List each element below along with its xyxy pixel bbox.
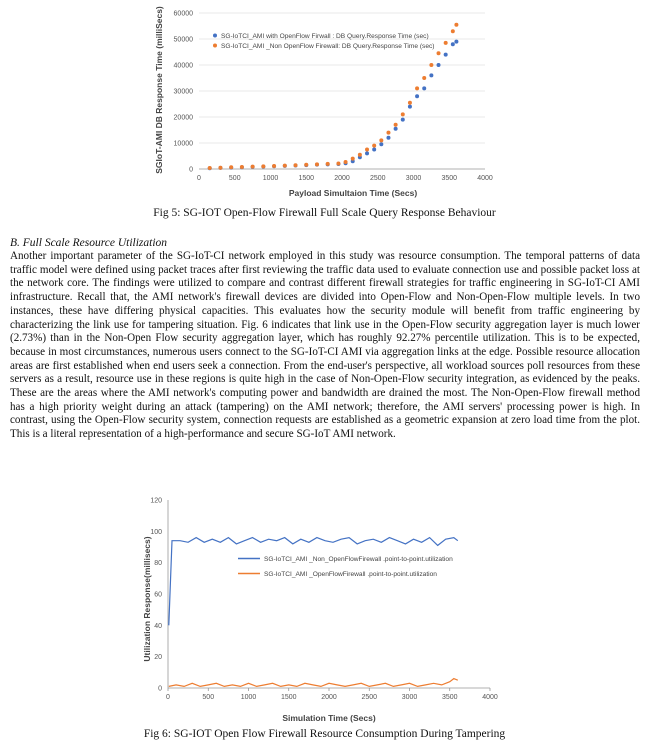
fig5-chart — [0, 0, 649, 202]
fig5-point — [429, 63, 433, 67]
fig6-y-tick-label: 20 — [154, 654, 162, 662]
fig5-point — [394, 127, 398, 131]
fig5-point — [444, 41, 448, 45]
fig5-legend-label: SG-IoTCI_AMI _Non OpenFlow Firewall: DB Query.Response Time (sec) — [221, 43, 435, 50]
fig6-y-tick-label: 100 — [150, 528, 162, 536]
fig5-x-tick-label: 500 — [228, 175, 241, 182]
fig5-legend — [213, 33, 435, 50]
fig5-x-tick-label: 3500 — [441, 175, 458, 182]
fig5-point — [451, 29, 455, 33]
fig5-point — [401, 118, 405, 122]
fig5-point — [294, 163, 298, 167]
fig6-legend-label: SG-IoTCI_AMI _Non_OpenFlowFirewall .point-to-point.utilization — [264, 556, 453, 563]
fig5-point — [240, 165, 244, 169]
fig5-point — [379, 138, 383, 142]
fig6-x-tick-label: 1000 — [240, 694, 257, 701]
fig6-tick-labels — [150, 498, 498, 702]
fig5-y-tick-label: 0 — [189, 166, 193, 174]
fig5-point — [454, 40, 458, 44]
fig5-point — [283, 164, 287, 168]
fig6-y-tick-label: 0 — [158, 685, 162, 693]
fig5-point — [394, 123, 398, 127]
fig5-point — [365, 148, 369, 152]
fig5-x-tick-label: 2000 — [334, 175, 350, 182]
fig5-point — [304, 163, 308, 167]
fig5-point — [422, 86, 426, 90]
fig5-legend-label: SG-IoTCI_AMI with OpenFlow Firwall : DB Query.Response Time (sec) — [221, 33, 429, 40]
fig5-caption: Fig 5: SG-IOT Open-Flow Firewall Full Scale Query Response Behaviour — [153, 207, 496, 219]
fig5-x-tick-label: 3000 — [405, 175, 422, 182]
fig5-point — [415, 94, 419, 98]
fig5-point — [365, 151, 369, 155]
fig5-point — [422, 76, 426, 80]
fig5-y-tick-label: 10000 — [173, 140, 193, 148]
fig5-y-tick-label: 30000 — [173, 88, 193, 96]
fig5-point — [229, 165, 233, 169]
fig6-y-tick-label: 120 — [150, 497, 162, 505]
fig6-series-line — [169, 679, 458, 687]
fig5-point — [326, 162, 330, 166]
fig5-x-tick-label: 0 — [197, 175, 201, 182]
fig5-x-tick-label: 2500 — [369, 175, 386, 182]
fig6-x-tick-label: 2000 — [321, 694, 337, 701]
fig6-x-tick-label: 2500 — [361, 694, 378, 701]
fig5-legend-marker — [213, 44, 217, 48]
fig5-y-tick-label: 40000 — [173, 62, 193, 70]
fig5-point — [408, 105, 412, 109]
fig6-x-tick-label: 1500 — [280, 694, 297, 701]
fig5-point — [451, 42, 455, 46]
fig6-axes — [168, 500, 490, 691]
fig5-point — [372, 148, 376, 152]
fig5-point — [437, 51, 441, 55]
fig5-point — [336, 162, 340, 166]
fig5-x-tick-label: 4000 — [477, 175, 493, 182]
fig5-point — [251, 165, 255, 169]
fig6-x-axis-label: Simulation Time (Secs) — [282, 713, 376, 723]
fig5-point — [272, 164, 276, 168]
fig5-point — [315, 162, 319, 166]
fig5-point — [261, 164, 265, 168]
fig6-chart — [0, 492, 649, 726]
fig6-x-tick-label: 4000 — [482, 694, 498, 701]
fig5-point — [444, 53, 448, 57]
fig6-caption: Fig 6: SG-IOT Open Flow Firewall Resource Consumption During Tampering — [143, 728, 506, 740]
fig5-point — [408, 101, 412, 105]
fig5-y-axis-label: SGIoT-AMI DB Response Time (milliSecs) — [154, 6, 164, 174]
fig5-y-tick-label: 20000 — [173, 114, 193, 122]
fig5-point — [401, 112, 405, 116]
fig5-point — [386, 136, 390, 140]
fig5-point — [454, 23, 458, 27]
fig6-series-line — [169, 538, 458, 626]
section-paragraph: Another important parameter of the SG-IoT-CI network employed in this study was resource consumption. The temporal patterns of data traffic model were defined using packet traces after first reviewing the traffic data used to evaluate connection use and possible packet loss at the network core. The findings were utilized to compare and contrast different firewall strategies for traffic engineering in SG-IoT-CI AMI infrastructure. Recall that, the AMI network's firewall devices are divided into Open-Flow and Non-Open-Flow multiple levels. In two instances, these have differing physical capacities. This evaluates how the security module will benefit from traffic engineering by characterizing the link use for tampering situation. Fig. 6 indicates that link use in the Open-Flow security aggregation layer is much lower (2.73%) than in the Non-Open Flow security aggregation layer, which has roughly 92.27% percentile utilization. This is to be expected, because in most circumstances, numerous users connect to the SG-IoT-CI AMI via aggregation links at the edge. Possible resource allocation areas are first established when end users seek a connection. From the end-user's perspective, all workload sources poll resources from these servers as a result, resource use in these regions is quite high in the case of Non-Open-Flow security integration, as evidenced by the peaks. These are the areas where the AMI network's computing power and bandwidth are drained the most. The Non-Open-Flow firewall method has a high priority weight during an attack (tampering) on the AMI network; therefore, the AMI servers' processing power is high. In contrast, using the Open-Flow security system, connection requests are established as a geometric expansion at zero load time from the plot. This is a literal representation of a high-performance and secure SG-IoT AMI network. — [10, 250, 640, 441]
fig5-point — [386, 131, 390, 135]
fig5-point — [208, 166, 212, 170]
fig6-x-tick-label: 3500 — [441, 694, 458, 701]
fig5-y-tick-label: 60000 — [173, 10, 193, 18]
fig5-point — [429, 73, 433, 77]
fig5-x-axis-label: Payload Simultaion Time (Secs) — [288, 188, 418, 198]
fig6-y-tick-label: 60 — [154, 591, 162, 599]
fig5-point — [415, 86, 419, 90]
section-heading: B. Full Scale Resource Utilization — [10, 237, 168, 249]
fig5-point — [344, 160, 348, 164]
fig5-point — [351, 157, 355, 161]
fig6-y-axis-label: Utilization Response(millisecs) — [142, 536, 152, 662]
fig5-point — [437, 63, 441, 67]
fig5-y-tick-label: 50000 — [173, 36, 193, 44]
fig5-point — [218, 166, 222, 170]
fig6-y-tick-label: 80 — [154, 560, 162, 568]
fig5-point — [372, 144, 376, 148]
fig5-point — [358, 153, 362, 157]
fig6-x-tick-label: 3000 — [401, 694, 418, 701]
fig5-point — [379, 142, 383, 146]
fig6-x-tick-label: 500 — [202, 694, 215, 701]
fig5-x-tick-label: 1500 — [298, 175, 315, 182]
fig6-y-tick-label: 40 — [154, 622, 162, 630]
fig5-x-tick-label: 1000 — [262, 175, 279, 182]
fig5-legend-marker — [213, 34, 217, 38]
fig6-x-tick-label: 0 — [166, 694, 170, 701]
fig6-legend-label: SG-IoTCI_AMI _OpenFlowFirewall .point-to-point.utilization — [264, 571, 437, 578]
fig6-legend — [238, 556, 453, 578]
